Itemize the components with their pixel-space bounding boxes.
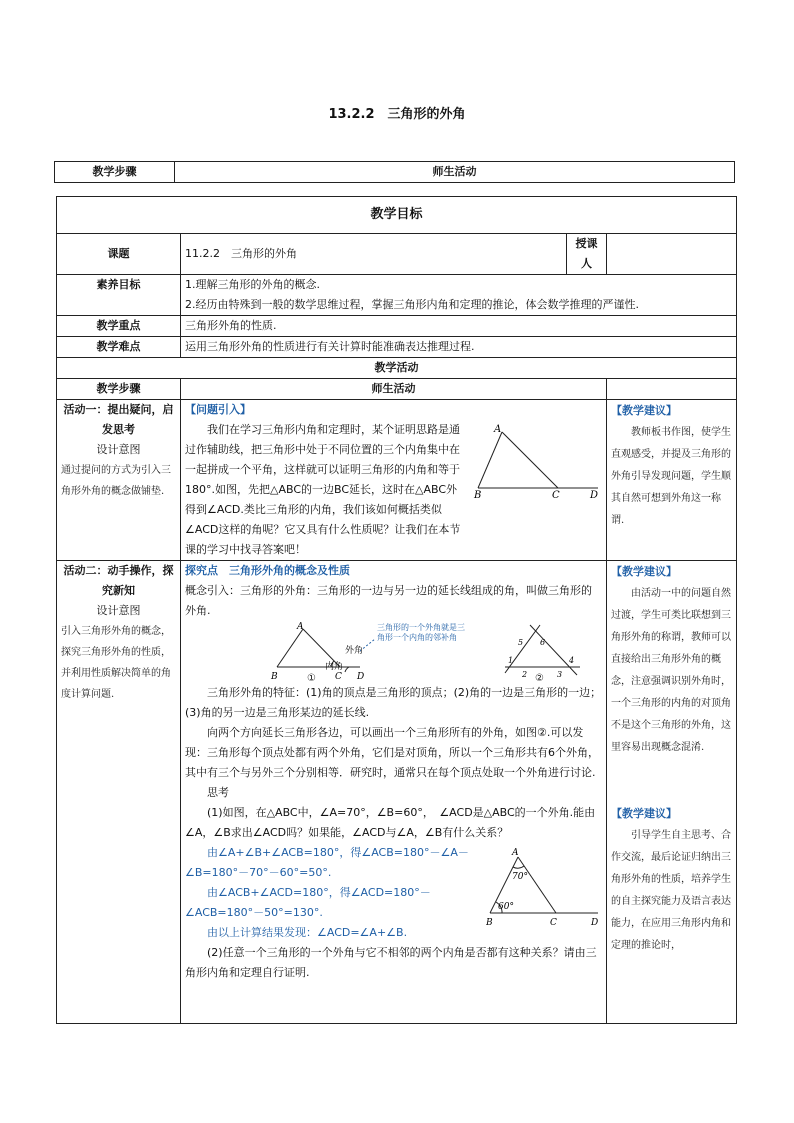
activity1-advice xyxy=(607,400,737,561)
svg-text:D: D xyxy=(590,490,599,498)
fig1-inner-label: 内角 xyxy=(325,662,344,672)
topic-label: 课题 xyxy=(57,234,181,275)
svg-text:A: A xyxy=(512,848,519,858)
activity1-tag: 【问题引入】 xyxy=(185,403,251,416)
svg-text:3: 3 xyxy=(557,670,563,679)
activity2-step xyxy=(57,561,181,1024)
goal-label: 素养目标 xyxy=(57,275,181,316)
svg-text:B: B xyxy=(474,490,482,498)
svg-text:A: A xyxy=(494,424,502,435)
svg-text:2: 2 xyxy=(522,670,528,679)
activities-col-teacher: 师生活动 xyxy=(181,379,607,400)
svg-text:5: 5 xyxy=(518,638,524,647)
activity2-design-label: 设计意图 xyxy=(96,604,141,617)
objectives-heading: 教学目标 xyxy=(57,197,737,234)
svg-text:60°: 60° xyxy=(498,902,514,912)
svg-text:70°: 70° xyxy=(512,872,528,882)
header-steps: 教学步骤 xyxy=(55,162,175,183)
svg-text:D: D xyxy=(357,672,365,682)
key-value: 三角形外角的性质. xyxy=(181,316,737,337)
svg-text:D: D xyxy=(591,918,599,928)
fig2-caption: ② xyxy=(535,673,544,684)
svg-text:C: C xyxy=(552,490,560,498)
teacher-value xyxy=(607,234,737,275)
think-label: 思考 xyxy=(207,786,229,799)
svg-text:A: A xyxy=(297,622,304,632)
activity2-name: 活动二：动手操作，探究新知 xyxy=(63,564,174,597)
activity1-name: 活动一：提出疑问，启发思考 xyxy=(63,403,174,436)
solution-2: 由∠ACB+∠ACD=180°，得∠ACD=180°－∠ACB=180°－50°=130°. xyxy=(185,886,431,919)
activity1-paragraph: 我们在学习三角形内角和定理时，某个证明思路是通过作辅助线，把三角形中处于不同位置的三个内角集中在一起拼成一个平角，这样就可以证明三角形的内角和等于180°.如图，先把△ABC的一边BC延长，这时在△ABC外得到∠ACD.类比三角形的内角，我们该如何概括类似∠ACD这样的角呢？它又具有什么性质呢？让我们在本节课的学习中找寻答案吧！ xyxy=(185,423,461,556)
activity1-content xyxy=(181,400,607,561)
features-text: 三角形外角的特征：(1)角的顶点是三角形的顶点；(2)角的一边是三角形的一边；(3)角的另一边是三角形某边的延长线. xyxy=(185,686,602,719)
explore-heading: 探究点 三角形外角的概念及性质 xyxy=(185,564,350,577)
goal-list xyxy=(181,275,737,316)
steps-header-table xyxy=(54,161,735,183)
fig1-note: 三角形的一个外角就是三角形一个内角的邻补角 xyxy=(377,623,465,642)
difficulty-label: 教学难点 xyxy=(57,337,181,358)
goal-item: 1.理解三角形的外角的概念. xyxy=(185,278,320,291)
page-title: 13.2.2 三角形的外角 xyxy=(328,107,466,122)
activity1-advice-tag: 【教学建议】 xyxy=(611,405,677,417)
topic-value: 11.2.2 三角形的外角 xyxy=(181,234,567,275)
fig1-outer-label: 外角 xyxy=(345,646,364,656)
activity2-content xyxy=(181,561,607,1024)
activity1-design-label: 设计意图 xyxy=(96,443,141,456)
goal-item: 2.经历由特殊到一般的数学思维过程，掌握三角形内角和定理的推论，体会数学推理的严谨性. xyxy=(185,298,639,311)
svg-text:C: C xyxy=(335,672,342,682)
lesson-table xyxy=(56,196,737,1024)
activity1-design-text: 通过提问的方式为引入三角形外角的概念做铺垫. xyxy=(61,465,171,497)
activity1-step xyxy=(57,400,181,561)
svg-text:B: B xyxy=(271,672,278,682)
activity2-advice2-tag: 【教学建议】 xyxy=(611,808,677,820)
svg-text:C: C xyxy=(550,918,557,928)
fig1-caption: ① xyxy=(307,673,316,684)
activities-col-steps: 教学步骤 xyxy=(57,379,181,400)
teacher-label: 授课人 xyxy=(567,234,607,275)
key-label: 教学重点 xyxy=(57,316,181,337)
activity2-advice1-text: 由活动一中的问题自然过渡，学生可类比联想到三角形外角的称谓，教师可以直接给出三角形外角的概念，注意强调识别外角时，一个三角形的内角的对顶角不是这个三角形的外角，这里容易出现概念混淆. xyxy=(611,588,731,753)
exterior-angle-figures xyxy=(185,621,602,683)
header-activities: 师生活动 xyxy=(175,162,735,183)
svg-text:1: 1 xyxy=(508,656,514,665)
activity1-advice-text: 教师板书作图，使学生直观感受，并提及三角形的外角引导发现问题，学生顺其自然可想到外角这一称谓. xyxy=(611,427,731,526)
svg-text:4: 4 xyxy=(569,656,575,665)
solution-1: 由∠A+∠B+∠ACB=180°，得∠ACB=180°－∠A－∠B=180°－70°－60°=50°. xyxy=(185,846,469,879)
triangle-70-60-figure xyxy=(486,847,602,931)
question-1: (1)如图，在△ABC中，∠A=70°，∠B=60°， ∠ACD是△ABC的一个外角.能由∠A，∠B求出∠ACD吗？如果能，∠ACD与∠A，∠B有什么关系？ xyxy=(185,806,596,839)
concept-text: 概念引入：三角形的外角：三角形的一边与另一边的延长线组成的角，叫做三角形的外角. xyxy=(185,584,592,617)
activity2-design-text: 引入三角形外角的概念，探究三角形外角的性质，并利用性质解决简单的角度计算问题. xyxy=(61,626,171,700)
triangle-abcd-figure xyxy=(472,424,602,498)
activity2-advice xyxy=(607,561,737,1024)
solution-3: 由以上计算结果发现：∠ACD=∠A+∠B. xyxy=(207,926,408,939)
extend-text: 向两个方向延长三角形各边，可以画出一个三角形所有的外角，如图②.可以发现：三角形每个顶点处都有两个外角，它们是对顶角，所以一个三角形共有6个外角，其中有三个与另外三个分别相等．研究时，通常只在每个顶点处取一个外角进行讨论. xyxy=(185,726,599,779)
svg-text:6: 6 xyxy=(540,638,546,647)
activity2-advice1-tag: 【教学建议】 xyxy=(611,566,677,578)
activity2-advice2-text: 引导学生自主思考、合作交流，最后论证归纳出三角形外角的性质，培养学生的自主探究能力及语言表达能力，在应用三角形内角和定理的推论时， xyxy=(611,830,731,951)
activities-heading: 教学活动 xyxy=(57,358,737,379)
question-2: (2)任意一个三角形的一个外角与它不相邻的两个内角是否都有这种关系？请由三角形内角和定理自行证明. xyxy=(185,946,597,979)
svg-text:B: B xyxy=(486,918,493,928)
difficulty-value: 运用三角形外角的性质进行有关计算时能准确表达推理过程. xyxy=(181,337,737,358)
